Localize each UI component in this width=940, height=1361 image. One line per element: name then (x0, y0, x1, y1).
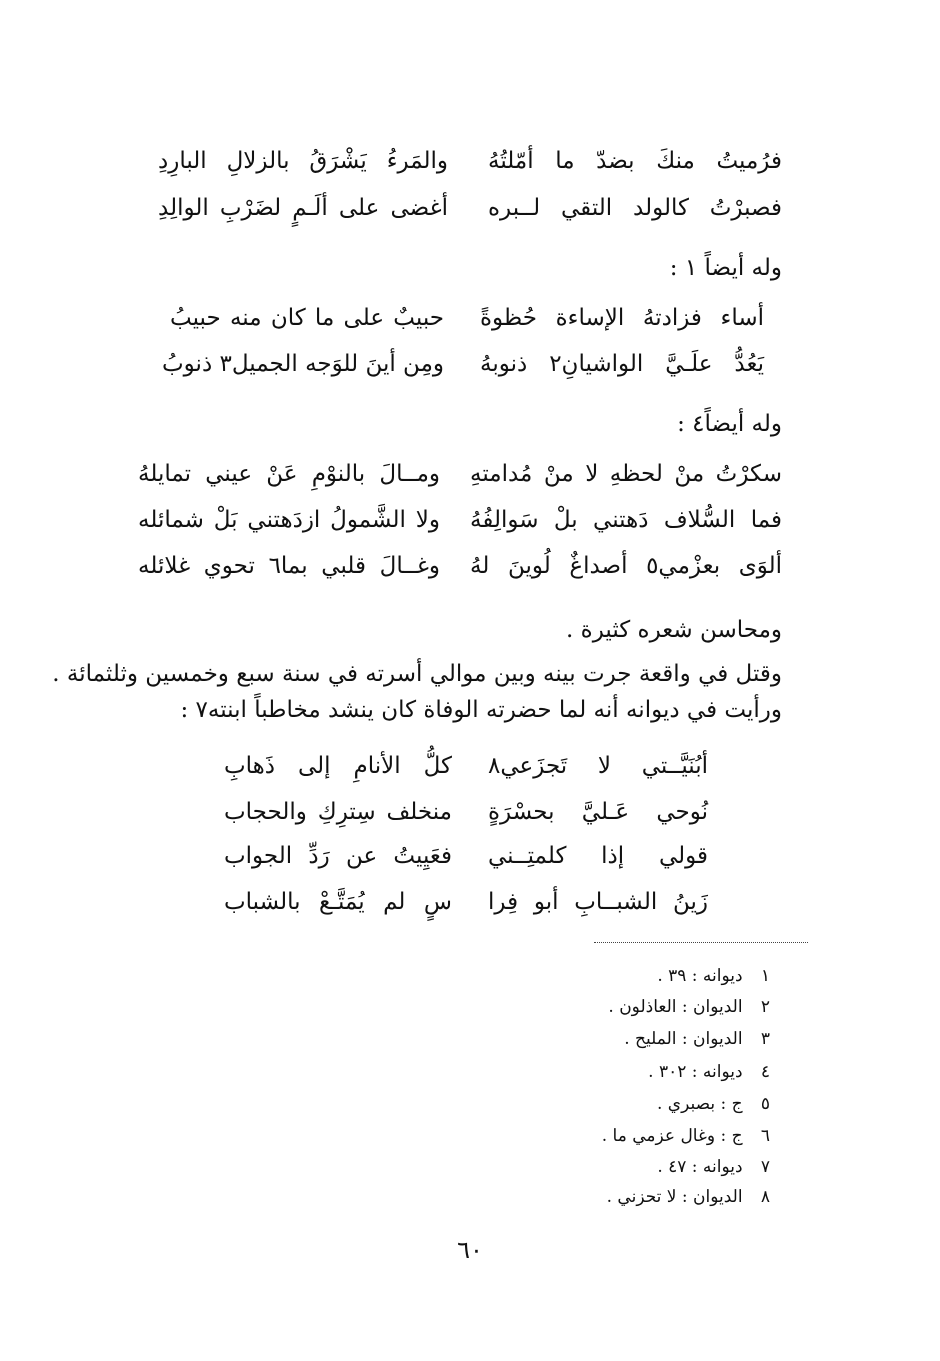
verse-first-hemistich: أبُنَيَّــتي لا تَجزَعي٨ (488, 753, 708, 779)
verse-second-hemistich: فعَيِيتُ عن رَدِّ الجواب (224, 843, 452, 869)
verse-second-hemistich: والمَرءُ يَشْرَقُ بالزلالِ البارِدِ (158, 148, 448, 174)
verse-line (224, 794, 708, 830)
footnote-text: ج : بصبري . (656, 1094, 743, 1114)
verse-line (138, 502, 782, 538)
poem-intro: وله أيضاً ١ : (669, 255, 782, 281)
footnote-number: ٥ (760, 1094, 770, 1114)
verse-first-hemistich: يَعُدُّ علَـيَّ الواشيانِ٢ ذنوبهُ (480, 351, 764, 377)
footnote (648, 1059, 770, 1085)
footnote-text: الديوان : لا تحزني . (606, 1187, 743, 1207)
footnote-text: ديوانه : ٤٧ . (657, 1157, 743, 1177)
verse-second-hemistich: منخلف سِترِكِ والحجاب (224, 799, 452, 825)
footnote-number: ٢ (760, 997, 770, 1017)
verse-first-hemistich: زَينُ الشبــابِ أبو فِرا (488, 889, 708, 915)
footnote-number: ١ (760, 966, 770, 986)
verse-first-hemistich: أساء فزادتهُ الإساءة حُظوةً (480, 305, 764, 331)
footnote (657, 963, 770, 989)
footnote-number: ٣ (760, 1029, 770, 1049)
verse-line (158, 190, 782, 226)
verse-line (162, 346, 764, 382)
verse-line (224, 748, 708, 784)
footnote-text: ديوانه : ٣٩ . (657, 966, 743, 986)
verse-second-hemistich: ولا الشَّمولُ ازدَهتني بَلْ شمائله (138, 507, 440, 533)
verse-first-hemistich: فصبرْتُ كالولد التقي لــبره (488, 195, 782, 221)
footnote-number: ٧ (760, 1157, 770, 1177)
footnote-text: ج : وغال عزمي ما . (601, 1126, 743, 1146)
poem-intro: وله أيضاً٤ : (677, 411, 782, 437)
footnote-text: الديوان : المليح . (624, 1029, 743, 1049)
footnote-separator (594, 942, 808, 943)
verse-first-hemistich: قولي إذا كلمتِــني (488, 843, 708, 869)
verse-line (138, 456, 782, 492)
footnote-text: ديوانه : ٣٠٢ . (648, 1062, 743, 1082)
footnote (657, 1091, 770, 1117)
prose-line: وقتل في واقعة جرت بينه وبين موالي أسرته في سنة سبع وخمسين وثلثمائة . (52, 661, 782, 687)
footnote (602, 1123, 770, 1149)
verse-second-hemistich: حبيبٌ على ما كان منه حبيبُ (170, 305, 444, 331)
verse-line (224, 884, 708, 920)
verse-second-hemistich: ومِن أينَ للوَجه الجميل٣ ذنوبُ (162, 351, 444, 377)
footnote-number: ٦ (760, 1126, 770, 1146)
prose-line: ورأيت في ديوانه أنه لما حضرته الوفاة كان ينشد مخاطباً ابنته٧ : (180, 697, 782, 723)
page-number: ٦٠ (457, 1236, 483, 1264)
footnote (624, 1026, 770, 1052)
footnote (608, 994, 770, 1020)
verse-line (158, 143, 782, 179)
verse-first-hemistich: نُوحي عَـليَّ بحسْرَةٍ (488, 799, 708, 825)
verse-first-hemistich: فما السُّلاف دَهتني بلْ سَوالِفُهُ (470, 507, 782, 533)
footnote-number: ٤ (760, 1062, 770, 1082)
footnote (607, 1184, 770, 1210)
verse-second-hemistich: وغــالَ قلبي بما٦ تحوي غلائله (138, 553, 440, 579)
footnote-number: ٨ (760, 1187, 770, 1207)
verse-line (170, 300, 764, 336)
verse-first-hemistich: سكرْتُ منْ لحظهِ لا منْ مُدامتهِ (470, 461, 782, 487)
verse-second-hemistich: سٍ لم يُمَتَّـعْ بالشباب (224, 889, 452, 915)
footnote-text: الديوان : العاذلون . (608, 997, 743, 1017)
verse-first-hemistich: فرُميتُ منكَ بضدّ ما أمّلتُهُ (488, 148, 782, 174)
verse-second-hemistich: ومــالَ بالنوْمِ عَنْ عيني تمايلهُ (138, 461, 440, 487)
verse-second-hemistich: كلُّ الأنامِ إلى ذَهابِ (224, 753, 452, 779)
verse-line (224, 838, 708, 874)
verse-second-hemistich: أغضى على ألَـمٍ لضَرْبِ الوالِدِ (158, 195, 448, 221)
verse-first-hemistich: ألوَى بعزْمي٥ أصداغٌ لُوينَ لهُ (470, 553, 782, 579)
prose-line: ومحاسن شعره كثيرة . (566, 617, 782, 643)
verse-line (138, 548, 782, 584)
footnote (657, 1154, 770, 1180)
